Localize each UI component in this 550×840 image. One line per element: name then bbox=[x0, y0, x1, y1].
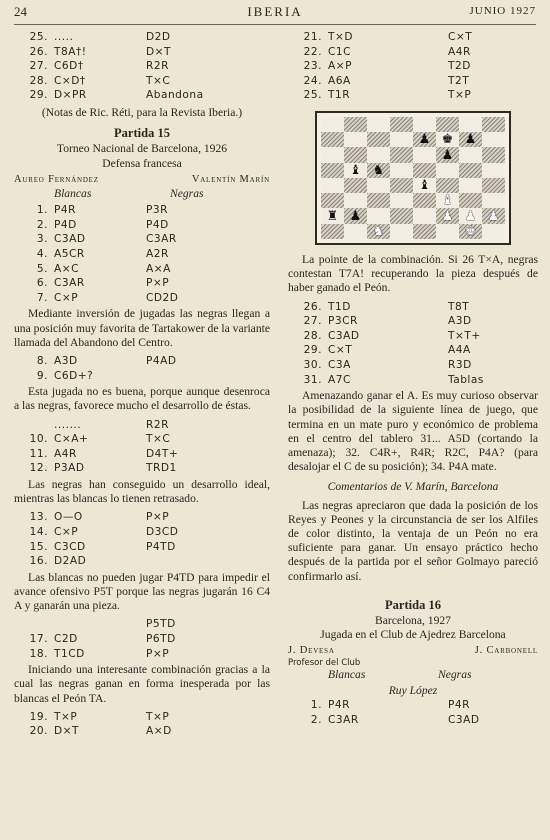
move-list bbox=[288, 698, 538, 727]
white-move: A6A bbox=[328, 74, 351, 87]
move-row bbox=[14, 525, 270, 540]
move-row bbox=[14, 45, 270, 60]
move-number: 12. bbox=[29, 462, 48, 475]
move-number: 14. bbox=[29, 525, 48, 538]
move-list bbox=[14, 30, 270, 103]
board-square bbox=[459, 147, 482, 162]
white-move: A4R bbox=[54, 447, 77, 460]
board-square bbox=[413, 147, 436, 162]
white-move bbox=[54, 617, 146, 632]
black-move: Abandona bbox=[146, 89, 204, 102]
black-move: T×P bbox=[448, 89, 472, 102]
black-king-icon: ♚ bbox=[441, 132, 454, 148]
black-move: A3D bbox=[448, 315, 472, 328]
move-row bbox=[14, 247, 270, 262]
chess-diagram bbox=[315, 111, 511, 245]
move-row bbox=[288, 74, 538, 89]
black-move: T8T bbox=[448, 300, 470, 313]
move-row bbox=[288, 30, 538, 45]
board-square bbox=[413, 178, 436, 193]
board-square bbox=[436, 193, 459, 208]
move-list bbox=[14, 617, 270, 661]
move-number bbox=[14, 617, 54, 632]
board-square bbox=[413, 208, 436, 223]
board-square bbox=[321, 193, 344, 208]
board-square bbox=[321, 147, 344, 162]
black-knight-icon: ♞ bbox=[372, 162, 385, 178]
move-number: 27. bbox=[29, 60, 48, 73]
move-row bbox=[14, 710, 270, 725]
white-move: A×P bbox=[328, 60, 353, 73]
board-square bbox=[413, 117, 436, 132]
move-row bbox=[288, 373, 538, 388]
move-row bbox=[288, 88, 538, 103]
annotation-paragraph: La pointe de la combinación. Si 26 T×A, negras contestan T7A! recuperando la pieza después de haber ganado el Peón. bbox=[288, 252, 538, 295]
board-square bbox=[459, 208, 482, 223]
board-square bbox=[321, 132, 344, 147]
white-move: C×P bbox=[54, 525, 79, 538]
board-square bbox=[436, 224, 459, 239]
move-row bbox=[288, 300, 538, 315]
move-list bbox=[14, 203, 270, 305]
move-row bbox=[14, 632, 270, 647]
move-row bbox=[288, 343, 538, 358]
move-number: 5. bbox=[36, 262, 48, 275]
move-row bbox=[14, 510, 270, 525]
move-list bbox=[14, 354, 270, 383]
white-move: T1R bbox=[328, 89, 351, 102]
board-square bbox=[390, 208, 413, 223]
annotation-paragraph: Las negras apreciaron que dada la posición de los Reyes y Peones y la circunstancia de ser los Alfiles de color distinto, la ventaja de un Peón no era suficiente para ganar. Un ensayo práctico hecho después de la partida por el señor Golmayo pareció confirmarlo así. bbox=[288, 498, 538, 583]
black-move: T2T bbox=[448, 74, 470, 87]
board-square bbox=[482, 224, 505, 239]
black-move: P6TD bbox=[146, 632, 176, 645]
board-square bbox=[459, 224, 482, 239]
white-move: C1C bbox=[328, 45, 352, 58]
black-pawn-icon: ♟ bbox=[418, 132, 431, 148]
move-row bbox=[14, 232, 270, 247]
board-square bbox=[344, 117, 367, 132]
move-number: 31. bbox=[303, 373, 322, 386]
annotation-paragraph: Amenazando ganar el A. Es muy curioso observar la posibilidad de la siguiente línea de juego, que termina en un mate puro y económico de problema en el centro del tablero 31... A5D (cortando la amenaza); 32. C4R+, R4R; R2C, P4A? (para desalojar el C de su posición); 34. P4A mate. bbox=[288, 389, 538, 474]
white-move: T×P bbox=[54, 710, 78, 723]
black-move: D3CD bbox=[146, 525, 179, 538]
move-row bbox=[14, 276, 270, 291]
move-row bbox=[14, 540, 270, 555]
board-square bbox=[436, 208, 459, 223]
black-move: D2D bbox=[146, 31, 171, 43]
opening-name: Ruy López bbox=[388, 683, 438, 697]
move-number: 25. bbox=[303, 89, 322, 102]
move-row bbox=[288, 358, 538, 373]
white-move: C6D† bbox=[54, 60, 84, 73]
black-move: R2R bbox=[146, 60, 169, 73]
white-pawn-icon: ♟ bbox=[464, 208, 477, 224]
board-square bbox=[321, 208, 344, 223]
white-move: A5CR bbox=[54, 247, 85, 260]
label-white: Blancas bbox=[328, 667, 366, 681]
move-row bbox=[14, 432, 270, 447]
board-square bbox=[390, 224, 413, 239]
move-number: 28. bbox=[29, 74, 48, 87]
page-number: 24 bbox=[14, 4, 27, 19]
move-number: 7. bbox=[36, 291, 48, 304]
move-row bbox=[14, 461, 270, 476]
white-move: ....... bbox=[54, 418, 82, 431]
black-move: C3AD bbox=[448, 713, 480, 726]
board-square bbox=[390, 163, 413, 178]
board-square bbox=[459, 193, 482, 208]
move-row bbox=[14, 74, 270, 89]
annotation-paragraph: Esta jugada no es buena, porque aunque desenroca a las negras, favorece mucho el desarrollo de éstas. bbox=[14, 385, 270, 413]
black-move: P4R bbox=[448, 699, 470, 711]
white-move: C3AR bbox=[328, 713, 359, 726]
annotation-paragraph: Iniciando una interesante combinación gracias a la cual las negras ganan en forma inesperada por las blancas el Peón TA. bbox=[14, 663, 270, 705]
white-king-icon: ♚ bbox=[464, 223, 477, 239]
white-pawn-icon: ♟ bbox=[441, 208, 454, 224]
white-move: T8A†! bbox=[54, 45, 87, 58]
white-knight-icon: ♞ bbox=[372, 223, 385, 239]
black-move: A4R bbox=[448, 45, 471, 58]
white-move: P4D bbox=[54, 218, 77, 231]
white-move: A×C bbox=[54, 262, 80, 275]
move-row bbox=[288, 314, 538, 329]
board-square bbox=[344, 163, 367, 178]
move-row bbox=[14, 88, 270, 103]
white-move: P3AD bbox=[54, 462, 85, 475]
white-move: C3A bbox=[328, 358, 351, 371]
board-square bbox=[482, 193, 505, 208]
move-row bbox=[14, 447, 270, 462]
black-pawn-icon: ♟ bbox=[349, 208, 362, 224]
white-move: C3AD bbox=[54, 233, 86, 246]
move-number: 28. bbox=[303, 329, 322, 342]
white-move: C×T bbox=[328, 344, 353, 357]
move-row bbox=[288, 329, 538, 344]
black-move: D×T bbox=[146, 45, 172, 58]
board-square bbox=[321, 163, 344, 178]
board-square bbox=[436, 163, 459, 178]
venue-name: Jugada en el Club de Ajedrez Barcelona bbox=[320, 628, 506, 642]
players bbox=[14, 173, 270, 187]
move-number: 29. bbox=[29, 89, 48, 102]
board-square bbox=[367, 117, 390, 132]
notes-credit: (Notas de Ric. Réti, para la Revista Iberia.) bbox=[41, 105, 243, 119]
annotation-paragraph: Mediante inversión de jugadas las negras llegan a una posición muy favorita de Tartakower de la variante llamada del Abandono del Centro. bbox=[14, 307, 270, 349]
board-square bbox=[436, 178, 459, 193]
move-row bbox=[14, 291, 270, 306]
move-row bbox=[14, 418, 270, 433]
board-square bbox=[390, 117, 413, 132]
black-move: P5TD bbox=[146, 618, 176, 631]
move-number: 16. bbox=[29, 555, 48, 568]
move-number: 4. bbox=[36, 247, 48, 260]
black-move: A2R bbox=[146, 247, 169, 260]
black-move: T×C bbox=[146, 74, 171, 87]
move-row bbox=[14, 203, 270, 218]
move-number: 26. bbox=[303, 300, 322, 313]
black-move: D4T+ bbox=[146, 447, 179, 460]
move-number: 9. bbox=[36, 369, 48, 382]
players bbox=[288, 644, 538, 658]
move-number: 24. bbox=[303, 74, 322, 87]
board-square bbox=[482, 132, 505, 147]
white-move: C6D+? bbox=[54, 369, 94, 382]
move-number: 26. bbox=[29, 45, 48, 58]
color-headers bbox=[14, 187, 270, 201]
player-black: Valentín Marín bbox=[191, 173, 270, 185]
board-square bbox=[482, 147, 505, 162]
black-move: Tablas bbox=[448, 373, 484, 386]
white-move: C3AD bbox=[328, 329, 360, 342]
move-number: 22. bbox=[303, 45, 322, 58]
board-square bbox=[367, 224, 390, 239]
white-pawn-icon: ♟ bbox=[487, 208, 500, 224]
black-pawn-icon: ♟ bbox=[464, 132, 477, 148]
white-move: D2AD bbox=[54, 555, 87, 568]
move-number: 10. bbox=[29, 433, 48, 446]
black-move: P4TD bbox=[146, 540, 176, 553]
white-move: C3AR bbox=[54, 277, 85, 290]
move-row bbox=[14, 554, 270, 569]
white-move: C×A+ bbox=[54, 433, 89, 446]
color-headers bbox=[288, 668, 538, 682]
black-pawn-icon: ♟ bbox=[441, 147, 454, 163]
black-move: P3R bbox=[146, 204, 168, 217]
board-square bbox=[436, 132, 459, 147]
black-move: C×T bbox=[448, 31, 473, 43]
move-number: 18. bbox=[29, 647, 48, 660]
board-square bbox=[413, 163, 436, 178]
black-bishop-icon: ♝ bbox=[349, 162, 362, 178]
move-number: 20. bbox=[29, 725, 48, 738]
opening-name: Defensa francesa bbox=[102, 156, 182, 170]
white-move: D×T bbox=[54, 725, 80, 738]
board-square bbox=[344, 132, 367, 147]
board-square bbox=[344, 178, 367, 193]
white-move: C×P bbox=[54, 291, 79, 304]
board-square bbox=[367, 193, 390, 208]
black-move: P4AD bbox=[146, 354, 177, 367]
move-row bbox=[288, 45, 538, 60]
move-number: 17. bbox=[29, 632, 48, 645]
white-move: P4R bbox=[328, 699, 350, 711]
board-square bbox=[390, 178, 413, 193]
move-list bbox=[288, 30, 538, 103]
board-square bbox=[482, 208, 505, 223]
board-square bbox=[367, 163, 390, 178]
player-black: J. Carbonell bbox=[474, 645, 538, 657]
label-black: Negras bbox=[438, 667, 472, 681]
black-move: P×P bbox=[146, 647, 170, 660]
black-move: P×P bbox=[146, 511, 170, 524]
board-square bbox=[413, 224, 436, 239]
label-white: Blancas bbox=[54, 186, 92, 200]
move-number: 23. bbox=[303, 60, 322, 73]
commentary-credit: Comentarios de V. Marín, Barcelona bbox=[327, 480, 499, 494]
move-number: 1. bbox=[310, 699, 322, 711]
move-number: 27. bbox=[303, 315, 322, 328]
move-number: 6. bbox=[36, 277, 48, 290]
board-square bbox=[321, 224, 344, 239]
board-square bbox=[436, 117, 459, 132]
board-square bbox=[482, 178, 505, 193]
label-black: Negras bbox=[170, 186, 204, 200]
black-rook-icon: ♜ bbox=[326, 208, 339, 224]
move-number: 8. bbox=[36, 354, 48, 367]
board-square bbox=[367, 208, 390, 223]
move-row bbox=[288, 698, 538, 713]
move-list bbox=[14, 710, 270, 739]
black-move: P×P bbox=[146, 277, 170, 290]
move-number: 13. bbox=[29, 511, 48, 524]
white-move: C×D† bbox=[54, 74, 86, 87]
black-move: T×P bbox=[146, 710, 170, 723]
white-move: C2D bbox=[54, 632, 78, 645]
move-row bbox=[288, 713, 538, 728]
move-row bbox=[14, 59, 270, 74]
move-number: 2. bbox=[36, 218, 48, 231]
move-number: 3. bbox=[36, 233, 48, 246]
move-row bbox=[14, 354, 270, 369]
move-number: 11. bbox=[29, 447, 48, 460]
white-bishop-icon: ♝ bbox=[441, 193, 454, 209]
black-move: A×D bbox=[146, 725, 172, 738]
board-square bbox=[390, 193, 413, 208]
move-row bbox=[14, 617, 270, 632]
board-square bbox=[459, 163, 482, 178]
board-square bbox=[367, 132, 390, 147]
board-square bbox=[344, 193, 367, 208]
black-move: R2R bbox=[146, 418, 169, 431]
board-square bbox=[321, 178, 344, 193]
board-square bbox=[344, 208, 367, 223]
move-number: 1. bbox=[36, 204, 48, 217]
white-move: A7C bbox=[328, 373, 351, 386]
move-row bbox=[14, 218, 270, 233]
chess-board bbox=[321, 117, 505, 239]
board-square bbox=[367, 147, 390, 162]
white-move: A3D bbox=[54, 354, 78, 367]
white-move: P3CR bbox=[328, 315, 358, 328]
issue-date: JUNIO 1927 bbox=[469, 5, 536, 17]
move-list bbox=[14, 418, 270, 476]
white-move: T1CD bbox=[54, 647, 85, 660]
annotation-paragraph: Las blancas no pueden jugar P4TD para impedir el avance ofensivo P5T porque las negras jugarán 16 C4 A y ganarán una pieza. bbox=[14, 570, 270, 613]
move-list bbox=[288, 300, 538, 388]
black-move bbox=[146, 554, 270, 569]
board-square bbox=[390, 132, 413, 147]
board-square bbox=[436, 147, 459, 162]
page-header bbox=[14, 4, 536, 25]
board-square bbox=[344, 147, 367, 162]
board-square bbox=[459, 117, 482, 132]
move-row bbox=[14, 369, 270, 384]
black-move: A×A bbox=[146, 262, 171, 275]
white-move: T×D bbox=[328, 31, 354, 43]
board-square bbox=[321, 117, 344, 132]
black-move: T×T+ bbox=[448, 329, 481, 342]
move-number: 30. bbox=[303, 358, 322, 371]
board-square bbox=[367, 178, 390, 193]
white-move: T1D bbox=[328, 300, 351, 313]
white-move: D×PR bbox=[54, 89, 87, 102]
white-move: O—O bbox=[54, 511, 83, 524]
black-move: T2D bbox=[448, 60, 471, 73]
board-square bbox=[459, 132, 482, 147]
black-move: CD2D bbox=[146, 291, 179, 304]
annotation-paragraph: Las negras han conseguido un desarrollo ideal, mientras las blancas lo tienen retrasado. bbox=[14, 477, 270, 506]
board-square bbox=[459, 178, 482, 193]
white-move: P4R bbox=[54, 204, 76, 217]
move-row bbox=[14, 262, 270, 277]
move-number: 29. bbox=[303, 344, 322, 357]
black-move bbox=[146, 369, 270, 384]
black-move: C3AR bbox=[146, 233, 177, 246]
move-row bbox=[288, 59, 538, 74]
black-bishop-icon: ♝ bbox=[418, 178, 431, 194]
move-number: 2. bbox=[310, 713, 322, 726]
move-number bbox=[14, 418, 54, 433]
board-square bbox=[413, 132, 436, 147]
black-move: P4D bbox=[146, 218, 169, 231]
black-move: R3D bbox=[448, 358, 472, 371]
left-column bbox=[14, 30, 270, 739]
black-move: TRD1 bbox=[146, 462, 177, 475]
move-row bbox=[14, 647, 270, 662]
move-number: 25. bbox=[29, 31, 48, 43]
move-row bbox=[14, 724, 270, 739]
game-title: Partida 16 bbox=[385, 597, 441, 612]
white-move: ..... bbox=[54, 31, 74, 43]
black-move: T×C bbox=[146, 433, 171, 446]
player-white: Aureo Fernández bbox=[14, 173, 99, 185]
move-number: 19. bbox=[29, 710, 48, 723]
move-row bbox=[14, 30, 270, 45]
game-title: Partida 15 bbox=[114, 126, 170, 141]
move-number: 21. bbox=[303, 31, 322, 43]
board-square bbox=[344, 224, 367, 239]
right-column bbox=[288, 30, 538, 727]
board-square bbox=[482, 117, 505, 132]
player-white-title: Profesor del Club bbox=[288, 657, 361, 668]
event-name: Barcelona, 1927 bbox=[375, 613, 451, 627]
board-square bbox=[390, 147, 413, 162]
player-white: J. Devesa bbox=[288, 645, 335, 657]
move-number: 15. bbox=[29, 540, 48, 553]
board-square bbox=[413, 193, 436, 208]
move-list bbox=[14, 510, 270, 568]
magazine-title: IBERIA bbox=[247, 4, 303, 19]
event-name: Torneo Nacional de Barcelona, 1926 bbox=[56, 142, 228, 156]
board-square bbox=[482, 163, 505, 178]
black-move: A4A bbox=[448, 344, 471, 357]
white-move: C3CD bbox=[54, 540, 86, 553]
